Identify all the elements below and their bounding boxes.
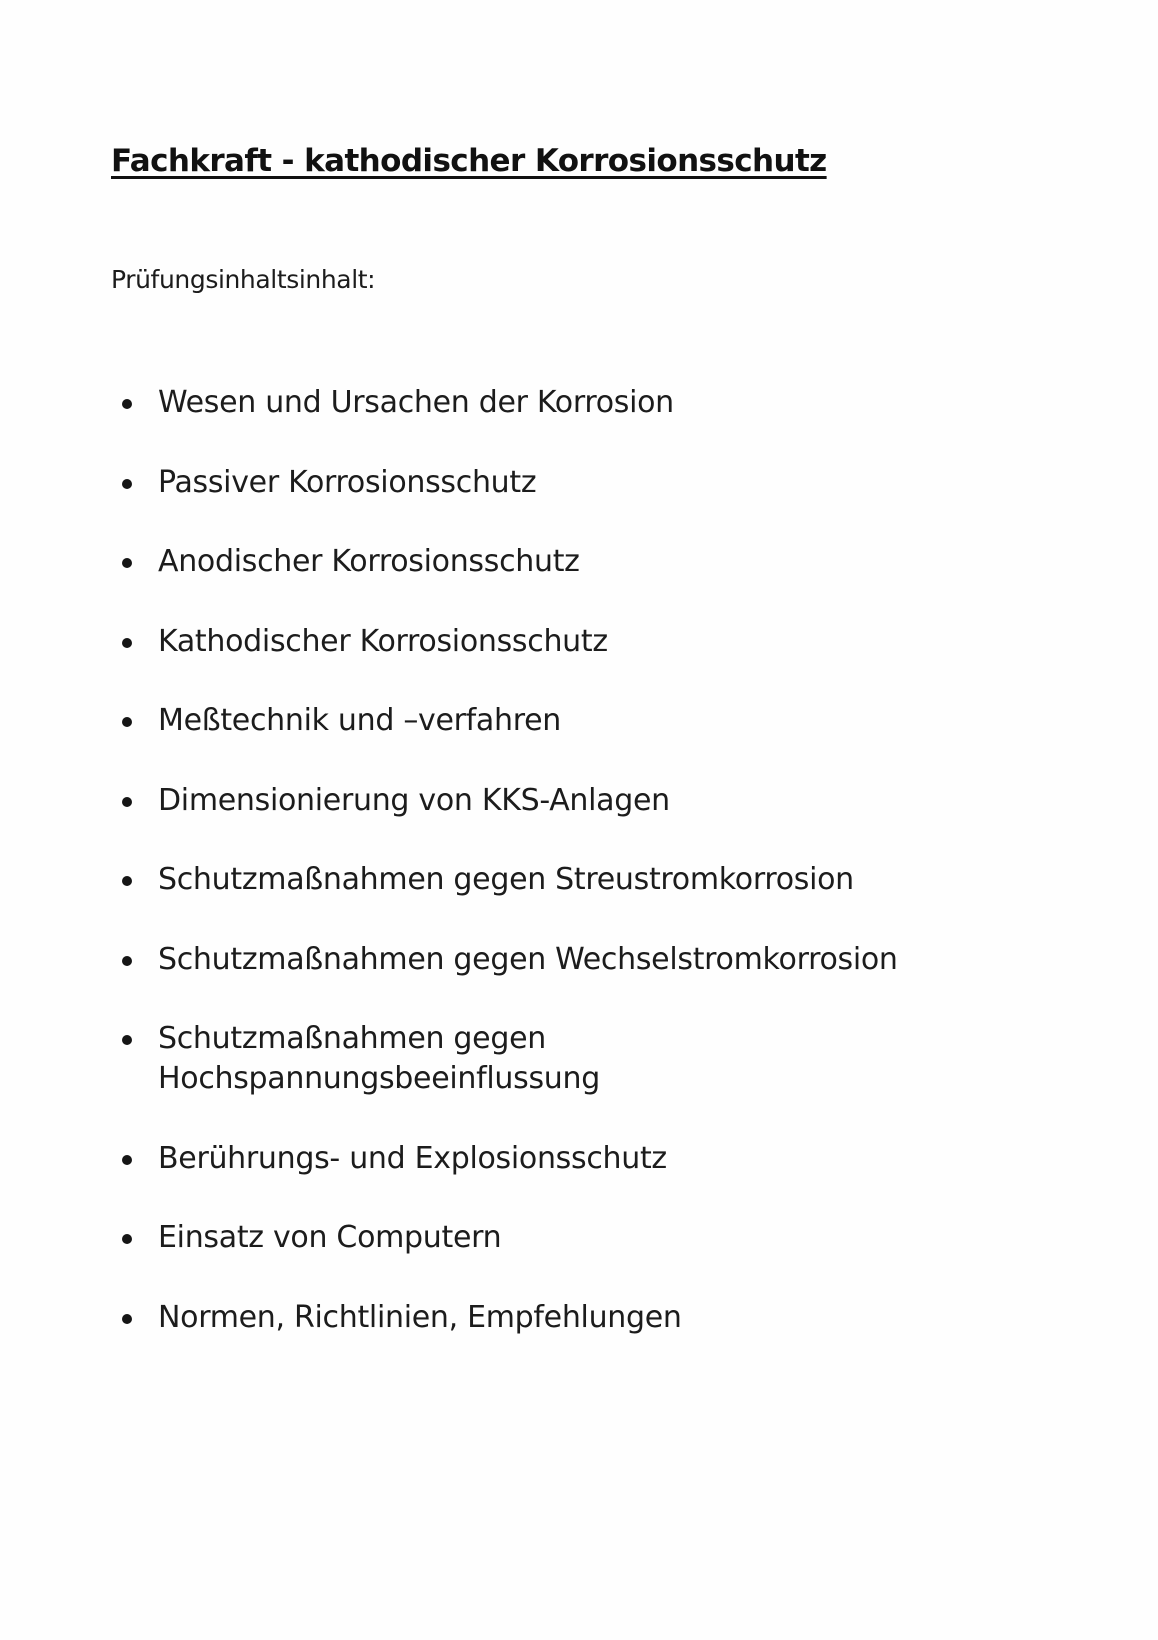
document-title: Fachkraft - kathodischer Korrosionsschutz (111, 143, 827, 179)
list-item (120, 383, 1020, 423)
bullet-icon (122, 956, 132, 966)
bullet-icon (122, 1234, 132, 1244)
bullet-icon (122, 717, 132, 727)
bullet-icon (122, 1035, 132, 1045)
bullet-icon (122, 1314, 132, 1324)
list-item (120, 781, 1020, 821)
list-item (120, 860, 1020, 900)
list-item-label: Schutzmaßnahmen gegen Hochspannungsbeeinflussung (158, 1021, 600, 1096)
list-item-label: Dimensionierung von KKS-Anlagen (158, 782, 670, 818)
list-item-label: Wesen und Ursachen der Korrosion (158, 385, 674, 420)
document-subtitle: Prüfungsinhaltsinhalt: (111, 265, 376, 294)
bullet-icon (122, 479, 132, 489)
list-item (120, 701, 1020, 741)
list-item-label: Passiver Korrosionsschutz (158, 464, 537, 500)
list-item (120, 1218, 1020, 1258)
bullet-icon (122, 638, 132, 648)
list-item-label: Kathodischer Korrosionsschutz (158, 623, 608, 659)
list-item-label: Schutzmaßnahmen gegen Streustromkorrosion (158, 862, 854, 897)
list-item-label: Meßtechnik und –verfahren (158, 703, 561, 738)
bullet-icon (122, 399, 132, 409)
list-item (120, 1019, 1020, 1099)
list-item (120, 463, 1020, 503)
list-item (120, 542, 1020, 582)
bullet-icon (122, 558, 132, 568)
list-item-label: Schutzmaßnahmen gegen Wechselstromkorrosion (158, 941, 898, 977)
list-item-label: Einsatz von Computern (158, 1220, 502, 1255)
bullet-icon (122, 876, 132, 886)
list-item (120, 940, 1020, 980)
bullet-icon (122, 797, 132, 807)
list-item-label: Anodischer Korrosionsschutz (158, 544, 580, 579)
bullet-icon (122, 1155, 132, 1165)
list-item (120, 1139, 1020, 1179)
list-item (120, 622, 1020, 662)
list-item-label: Normen, Richtlinien, Empfehlungen (158, 1299, 682, 1335)
list-item (120, 1298, 1020, 1338)
topic-list (120, 383, 1020, 1377)
list-item-label: Berührungs- und Explosionsschutz (158, 1140, 667, 1176)
